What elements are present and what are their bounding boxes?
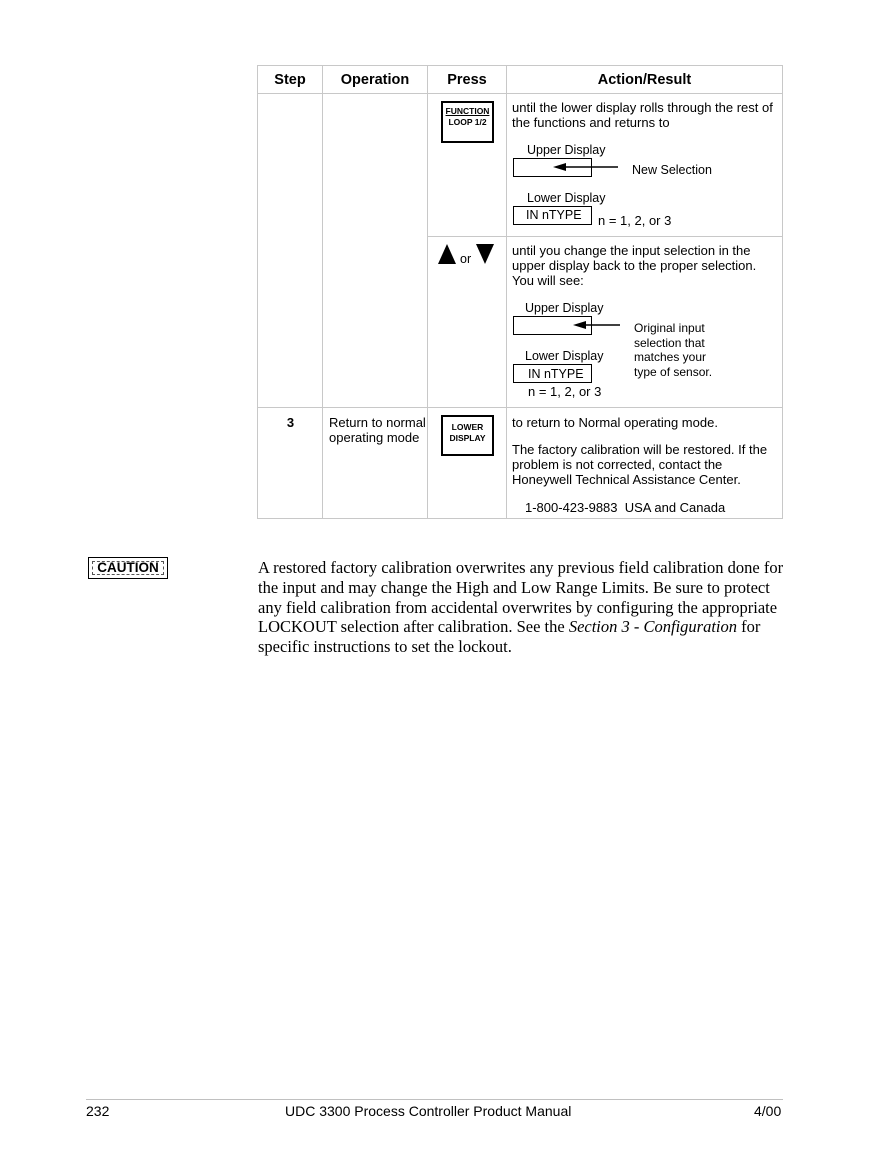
or-text: or <box>460 252 472 266</box>
action-text: until the lower display rolls through the rest of the functions and returns to <box>512 100 773 130</box>
lower-display-value: IN nTYPE <box>526 208 582 222</box>
step-cell <box>258 94 323 408</box>
lower-key-label: LOWER <box>451 422 484 432</box>
n-note: n = 1, 2, or 3 <box>528 384 602 399</box>
caution-text-part1: A restored factory calibration overwrites any previous field calibration done for the input and may change the High and Low Range Limits. Be sure to protect any field calibration from accidental overwrites by configuring the appropriate LOCKOUT selection after calibration. See the <box>258 558 784 637</box>
footer-divider <box>86 1099 783 1100</box>
action-cell <box>507 408 783 519</box>
action-text: to return to Normal operating mode. <box>512 415 718 430</box>
operation-cell <box>323 94 428 408</box>
press-cell <box>428 408 507 519</box>
step-cell <box>258 408 323 519</box>
procedure-table <box>257 65 783 519</box>
step-number: 3 <box>286 415 295 430</box>
caution-paragraph <box>258 558 788 657</box>
upper-display-label: Upper Display <box>525 301 604 315</box>
press-cell <box>428 237 507 408</box>
footer-date: 4/00 <box>754 1103 782 1119</box>
caution-text-part2: for specific instructions to set the lockout. <box>258 617 761 657</box>
action-cell <box>507 94 783 237</box>
header-press: Press <box>428 66 507 94</box>
down-arrow-icon <box>475 243 495 265</box>
arrow-left-icon <box>553 161 619 173</box>
upper-display-label: Upper Display <box>527 143 606 157</box>
header-operation: Operation <box>323 66 428 94</box>
caution-section-reference: Section 3 - Configuration <box>568 617 738 637</box>
action-cell <box>507 237 783 408</box>
header-action-result: Action/Result <box>507 66 783 94</box>
loop-key-label: LOOP 1/2 <box>448 117 487 127</box>
operation-text: Return to normal operating mode <box>329 415 426 445</box>
header-step: Step <box>258 66 323 94</box>
table-header-row <box>258 66 783 94</box>
caution-label: CAUTION <box>88 557 168 579</box>
operation-cell <box>323 408 428 519</box>
footer-page-number: 232 <box>86 1103 110 1119</box>
lower-display-label: Lower Display <box>527 191 606 205</box>
new-selection-label: New Selection <box>632 163 712 177</box>
n-note: n = 1, 2, or 3 <box>598 213 672 228</box>
original-selection-note: Original input selection that matches your type of sensor. <box>634 321 713 379</box>
table-row <box>258 94 783 237</box>
function-key-label: FUNCTION <box>445 106 490 116</box>
action-text: until you change the input selection in the upper display back to the proper selection. You will see: <box>512 243 757 288</box>
function-loop-key <box>441 101 494 143</box>
lower-display-key <box>441 415 494 456</box>
up-arrow-icon <box>437 243 457 265</box>
lower-display-box <box>513 206 592 225</box>
table-row <box>258 408 783 519</box>
action-detail-text: The factory calibration will be restored. If the problem is not corrected, contact the Honeywell Technical Assistance Center. <box>512 442 768 487</box>
lower-display-box <box>513 364 592 383</box>
press-cell <box>428 94 507 237</box>
phone-number: 1-800-423-9883 USA and Canada <box>525 500 726 515</box>
lower-display-value: IN nTYPE <box>528 367 584 381</box>
lower-display-label: Lower Display <box>525 349 604 363</box>
display-key-label: DISPLAY <box>449 433 486 443</box>
footer-title: UDC 3300 Process Controller Product Manual <box>285 1103 572 1119</box>
arrow-left-icon <box>573 319 621 331</box>
